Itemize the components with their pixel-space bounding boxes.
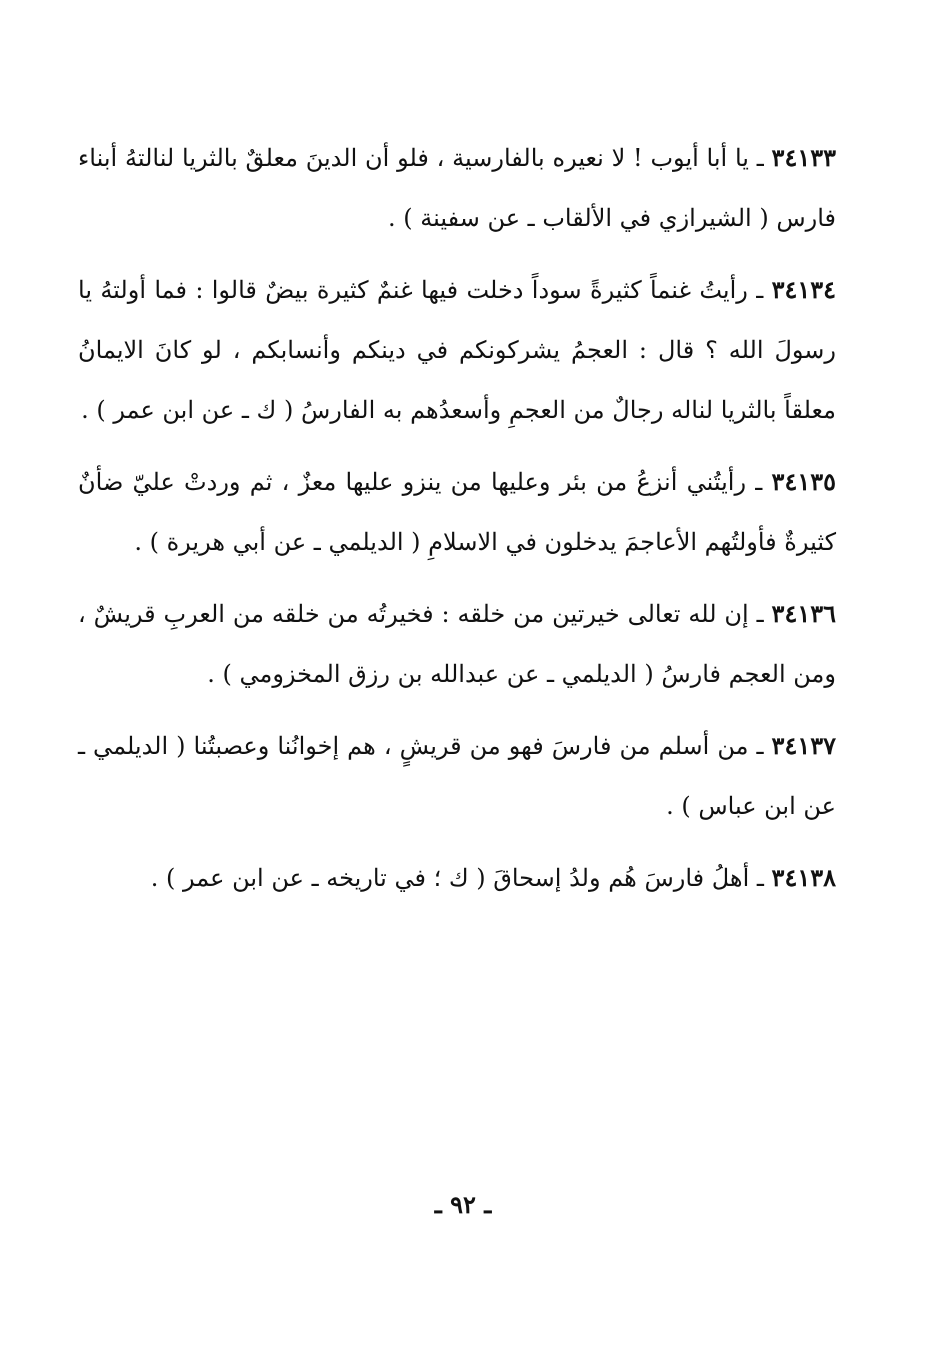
hadith-entry-34135 xyxy=(78,452,836,572)
hadith-text: ـ من أسلم من فارسَ فهو من قريشٍ ، هم إخوانُنا وعصبتُنا ( الديلمي ـ عن ابن عباس ) . xyxy=(78,732,836,820)
hadith-number: ٣٤١٣٥ xyxy=(771,467,836,496)
hadith-entry-34138 xyxy=(78,848,836,908)
hadith-number: ٣٤١٣٧ xyxy=(771,731,836,760)
hadith-text: ـ رأيتُ غنماً كثيرةً سوداً دخلت فيها غنمٌ كثيرة بيضٌ قالوا : فما أولتهُ يا رسولَ الله ؟ قال : العجمُ يشركونكم في دينكم وأنسابكم ، لو كانَ الايمانُ معلقاً بالثريا لناله رجالٌ من العجمِ وأسعدُهم به الفارسُ ( ك ـ عن ابن عمر ) . xyxy=(78,276,836,424)
hadith-text: ـ رأيتُني أنزعُ من بئر وعليها من ينزو عليها معزٌ ، ثم وردتْ عليّ ضأنٌ كثيرةٌ فأولتُهم الأعاجمَ يدخلون في الاسلامِ ( الديلمي ـ عن أبي هريرة ) . xyxy=(78,468,836,556)
hadith-number: ٣٤١٣٦ xyxy=(771,599,836,628)
hadith-number: ٣٤١٣٣ xyxy=(771,143,836,172)
hadith-entry-34134 xyxy=(78,260,836,440)
hadith-entry-34133 xyxy=(78,128,836,248)
hadith-text: ـ أهلُ فارسَ هُم ولدُ إسحاقَ ( ك ؛ في تاريخه ـ عن ابن عمر ) . xyxy=(150,864,772,892)
hadith-text: ـ إن لله تعالى خيرتين من خلقه : فخيرتُه من خلقه من العربِ قريشٌ ، ومن العجم فارسُ ( الديلمي ـ عن عبدالله بن رزق المخزومي ) . xyxy=(78,600,836,688)
hadith-number: ٣٤١٣٤ xyxy=(771,275,837,304)
hadith-entry-34136 xyxy=(78,584,836,704)
hadith-number: ٣٤١٣٨ xyxy=(771,863,836,892)
hadith-entry-34137 xyxy=(78,716,836,836)
hadith-list xyxy=(78,128,836,908)
page-number: ـ ٩٢ ـ xyxy=(434,1190,492,1219)
hadith-text: ـ يا أبا أيوب ! لا نعيره بالفارسية ، فلو أن الدينَ معلقٌ بالثريا لنالتهُ أبناء فارس ( الشيرازي في الألقاب ـ عن سفينة ) . xyxy=(78,144,836,232)
